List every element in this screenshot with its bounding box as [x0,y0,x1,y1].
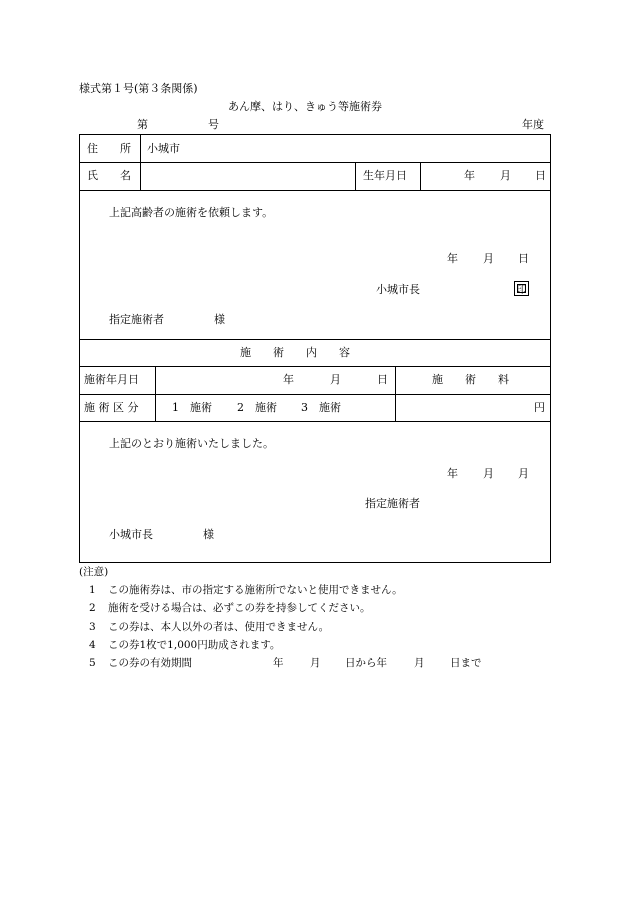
row-divider [80,339,550,340]
fiscal-year-label: 年度 [522,118,544,131]
treatment-section-title: 施 術 内 容 [240,346,350,359]
column-divider [355,162,356,190]
list-item [89,585,403,596]
address-label: 住 所 [87,142,131,155]
document-title: あん摩、はり、きゅう等施術券 [228,100,382,113]
column-divider [395,366,396,421]
birthdate-label: 生年月日 [363,169,407,182]
note-text: この施術券は、市の指定する施術所でないと使用できません。 [108,584,403,596]
request-issuer: 小城市長 [376,283,420,296]
confirmation-text: 上記のとおり施術いたしました。 [109,437,274,450]
official-seal-icon [514,281,529,296]
row-divider [80,421,550,422]
note-number: 4 [89,639,96,651]
treatment-category-option: 3 施術 [301,401,341,414]
validity-from-year-unit: 年 [273,657,284,669]
birthdate-day-unit: 日 [535,169,546,182]
row-divider [80,366,550,367]
seal-character: 印 [516,285,527,296]
validity-from-day-unit: 日から年 [345,657,387,669]
request-addressee: 指定施術者 [109,313,164,326]
validity-to-day-unit: 日まで [450,657,482,669]
note-text: この券1枚で1,000円助成されます。 [108,639,281,651]
row-divider [80,162,550,163]
note-number: 1 [89,584,96,596]
note-text: この券は、本人以外の者は、使用できません。 [108,621,330,633]
validity-to-month-unit: 月 [414,657,425,669]
column-divider [140,135,141,190]
confirmation-date-month-unit: 月 [483,467,494,480]
note-number: 3 [89,621,96,633]
request-honorific: 様 [214,313,225,326]
list-item [89,622,329,633]
treatment-category-label: 施 術 区 分 [84,401,139,414]
note-text: この券の有効期間 [108,657,192,669]
name-label: 氏 名 [87,169,131,182]
note-text: 施術を受ける場合は、必ずこの券を持参してください。 [108,602,371,614]
row-divider [80,394,550,395]
treatment-category-option: 2 施術 [237,401,277,414]
confirmation-honorific: 様 [203,528,214,541]
confirmation-recipient: 小城市長 [109,528,153,541]
row-divider [80,190,550,191]
request-date-year-unit: 年 [447,252,458,265]
note-number: 2 [89,602,96,614]
treatment-category-option: 1 施術 [172,401,212,414]
request-date-month-unit: 月 [483,252,494,265]
note-number: 5 [89,657,96,669]
list-item [89,658,192,669]
number-label-go: 号 [208,118,219,131]
number-label-dai: 第 [137,118,148,131]
form-number: 様式第１号(第３条関係) [79,82,198,95]
address-value: 小城市 [147,142,180,155]
treatment-date-month-unit: 月 [330,373,341,386]
column-divider [420,162,421,190]
notes-heading: (注意) [79,566,109,578]
validity-from-month-unit: 月 [310,657,321,669]
confirmation-date-day-unit: 月 [518,467,529,480]
treatment-date-day-unit: 日 [377,373,388,386]
confirmation-signer: 指定施術者 [365,497,420,510]
treatment-fee-label: 施 術 料 [432,373,509,386]
column-divider [155,366,156,421]
list-item [89,640,280,651]
confirmation-date-year-unit: 年 [447,467,458,480]
treatment-date-label: 施術年月日 [84,373,139,386]
treatment-fee-unit: 円 [534,401,545,414]
request-text: 上記高齢者の施術を依頼します。 [109,206,274,219]
request-date-day-unit: 日 [518,252,529,265]
birthdate-year-unit: 年 [464,169,475,182]
list-item [89,603,371,614]
birthdate-month-unit: 月 [500,169,511,182]
treatment-date-year-unit: 年 [283,373,294,386]
